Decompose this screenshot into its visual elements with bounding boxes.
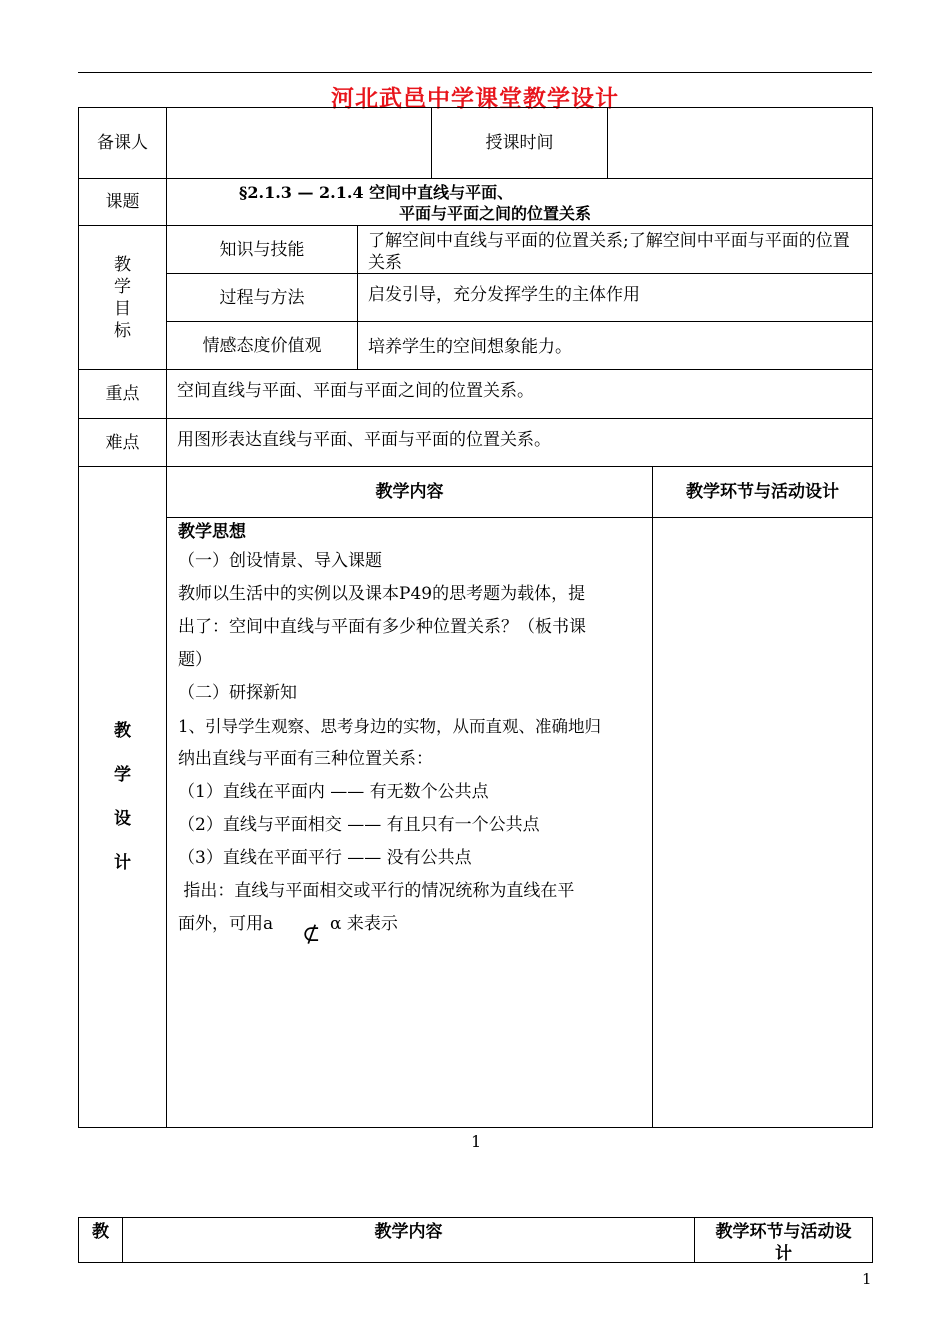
objectives-label-char: 学 xyxy=(114,276,131,297)
topic-line-1: §2.1.3 — 2.1.4 空间中直线与平面、 xyxy=(239,183,514,202)
topic-cell xyxy=(166,178,873,226)
topic-label: 课题 xyxy=(78,178,167,226)
objectives-label-char: 教 xyxy=(114,254,131,275)
content-line-last xyxy=(178,908,644,947)
design-label-char: 计 xyxy=(114,853,131,873)
objective-name-process: 过程与方法 xyxy=(166,273,358,322)
content-line: 指出：直线与平面相交或平行的情况统称为直线在平 xyxy=(178,881,575,901)
content-line: （二）研探新知 xyxy=(178,683,297,703)
objectives-label-char: 目 xyxy=(114,298,131,319)
difficulty-label: 难点 xyxy=(78,418,167,467)
preparer-value xyxy=(166,107,432,179)
design-label-char: 教 xyxy=(114,721,131,741)
design-label-char: 学 xyxy=(114,765,131,785)
content-line: 题） xyxy=(178,650,212,670)
objective-text-process: 启发引导，充分发挥学生的主体作用 xyxy=(357,273,873,322)
objectives-label xyxy=(78,225,167,370)
objective-name-attitude: 情感态度价值观 xyxy=(166,321,358,370)
not-subset-symbol: ⊄ xyxy=(302,922,321,947)
content-line: 教师以生活中的实例以及课本P49的思考题为载体，提 xyxy=(178,584,586,604)
activity-column-body xyxy=(652,517,873,1128)
objectives-label-char: 标 xyxy=(114,320,131,341)
teaching-time-label: 授课时间 xyxy=(431,107,608,179)
content-line: 1、引导学生观察、思考身边的实物，从而直观、准确地归 xyxy=(178,717,601,736)
footer-page-number: 1 xyxy=(862,1270,872,1288)
design-label xyxy=(78,466,167,1128)
content-line: （1）直线在平面内 —— 有无数个公共点 xyxy=(178,782,489,802)
objective-text-knowledge: 了解空间中直线与平面的位置关系;了解空间中平面与平面的位置关系 xyxy=(357,225,873,274)
objective-name-knowledge: 知识与技能 xyxy=(166,225,358,274)
preparer-label: 备课人 xyxy=(78,107,167,179)
content-line: 纳出直线与平面有三种位置关系： xyxy=(178,749,433,769)
topic-line-2: 平面与平面之间的位置关系 xyxy=(399,204,592,223)
content-line-text: 面外，可用a xyxy=(178,914,274,934)
content-line: （2）直线与平面相交 —— 有且只有一个公共点 xyxy=(178,815,540,835)
content-line: 教学思想 xyxy=(178,522,246,542)
content-line: （一）创设情景、导入课题 xyxy=(178,551,382,571)
document-title: 河北武邑中学课堂教学设计 xyxy=(331,85,619,112)
second-table-activity-line-1: 教学环节与活动设 xyxy=(715,1222,852,1242)
teaching-content-body xyxy=(166,517,653,1128)
key-point-label: 重点 xyxy=(78,369,167,419)
difficulty-text: 用图形表达直线与平面、平面与平面的位置关系。 xyxy=(166,418,873,467)
objective-text-attitude: 培养学生的空间想象能力。 xyxy=(357,321,873,370)
second-table-activity-header xyxy=(694,1217,873,1263)
content-line: 出了：空间中直线与平面有多少种位置关系？（板书课 xyxy=(178,617,586,637)
second-table-activity-line-2: 计 xyxy=(775,1244,792,1264)
content-line: （3）直线在平面平行 —— 没有公共点 xyxy=(178,848,472,868)
second-table-content-header: 教学内容 xyxy=(122,1217,695,1263)
key-point-text: 空间直线与平面、平面与平面之间的位置关系。 xyxy=(166,369,873,419)
top-rule xyxy=(78,72,872,73)
activity-column-header: 教学环节与活动设计 xyxy=(652,466,873,518)
teaching-time-value xyxy=(607,107,873,179)
alpha-text: α 来表示 xyxy=(330,914,398,934)
design-label-char: 设 xyxy=(114,809,131,829)
content-column-header: 教学内容 xyxy=(166,466,653,518)
page-number: 1 xyxy=(471,1132,482,1151)
second-table-left-header: 教 xyxy=(78,1217,123,1263)
